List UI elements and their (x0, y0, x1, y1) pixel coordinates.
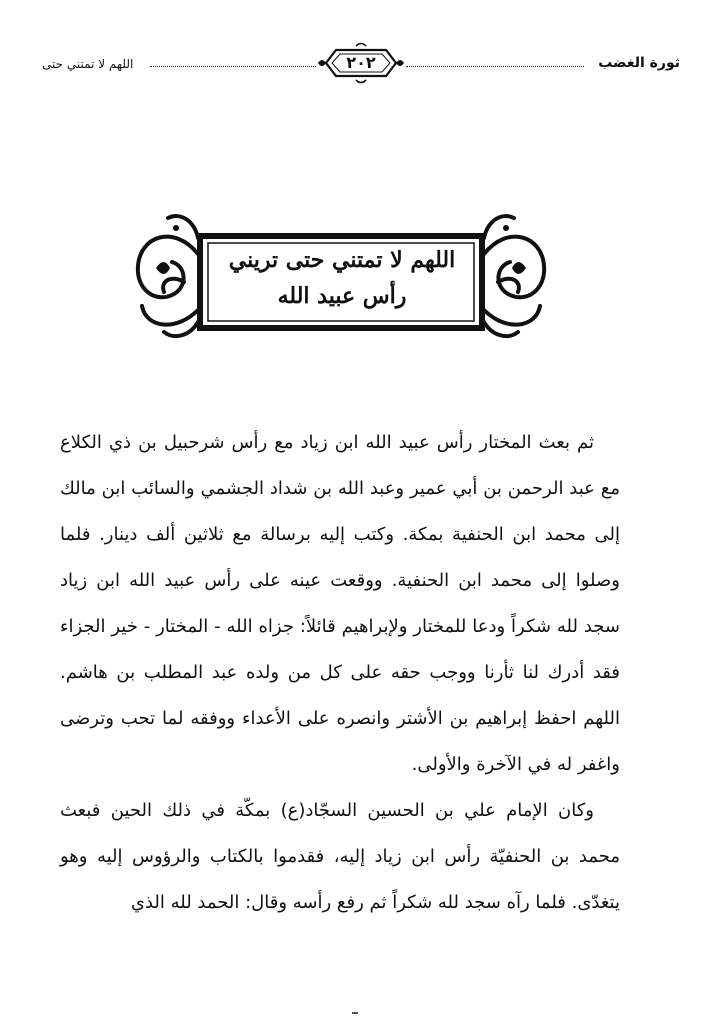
page-header (40, 40, 680, 90)
page-number: ٢٠٢ (346, 53, 376, 72)
paragraph: وكان الإمام علي بن الحسين السجّاد(ع) بمكّة في ذلك الحين فبعث محمد بن الحنفيّة رأس ابن زياد إليه، فقدموا بالكتاب والرؤوس إليه وهو يتغدّى. فلما رآه سجد لله شكراً ثم رفع رأسه وقال: الحمد لله الذي (60, 800, 620, 913)
page-number-badge (316, 40, 406, 86)
paragraph: ثم بعث المختار رأس عبيد الله ابن زياد مع رأس شرحبيل بن ذي الكلاع مع عبد الرحمن بن أبي عمير وعبد الله بن شداد الجشمي والسائب ابن مالك إلى محمد ابن الحنفية بمكة. وكتب إليه برسالة مع ثلاثين ألف دينار. فلما وصلوا إلى محمد ابن الحنفية. ووقعت عينه على رأس عبيد الله ابن زياد سجد لله شكراً ودعا للمختار ولإبراهيم قائلاً: جزاه الله - المختار - خير الجزاء فقد أدرك لنا ثأرنا ووجب حقه على كل من ولده عبد المطلب بن هاشم. اللهم احفظ إبراهيم بن الأشتر وانصره على الأعداء ووفقه لما تحب وترضى واغفر له في الآخرة والأولى. (60, 432, 620, 775)
chapter-title-frame (130, 210, 552, 340)
header-dotted-rule-right (406, 66, 584, 67)
running-head-book-title: ثورة الغضب (598, 55, 680, 71)
running-head-chapter-title: اللهم لا تمتني حتى (42, 57, 134, 71)
body-text (60, 420, 620, 926)
chapter-title-line-1: اللهم لا تمتني حتى تريني (228, 247, 456, 273)
footer-mark (352, 1012, 358, 1014)
header-dotted-rule-left (150, 66, 316, 67)
chapter-title (208, 242, 476, 324)
chapter-title-line-2: رأس عبيد الله (277, 283, 407, 309)
